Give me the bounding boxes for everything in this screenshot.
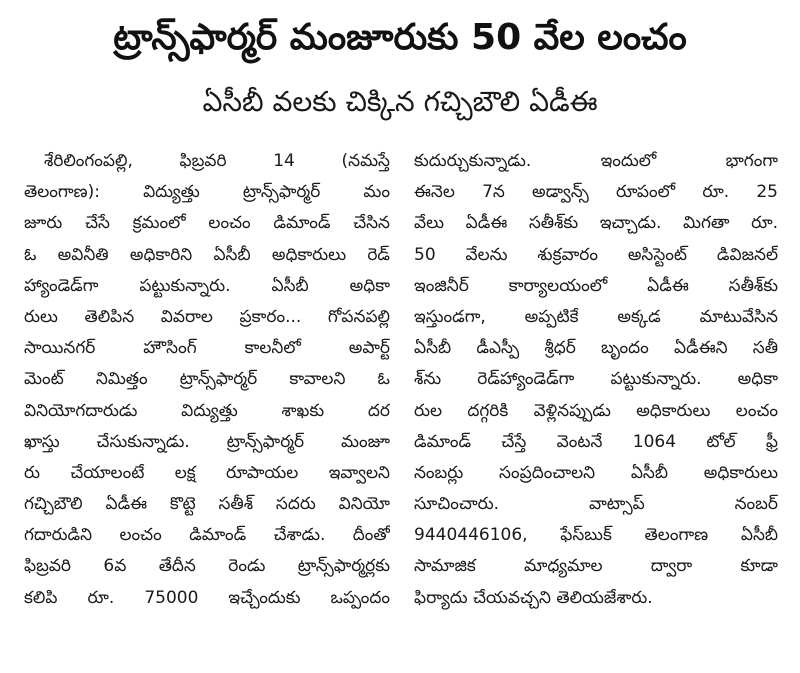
text-line: రుల దగ్గరికి వెళ్లినప్పుడు అధికారులు లంచం: [414, 400, 778, 421]
text-line: రు చేయాలంటే లక్ష రూపాయల ఇవ్వాలని: [24, 462, 390, 483]
text-line: సూచించారు. వాట్సాప్ నంబర్: [414, 494, 778, 515]
text-line: రులు తెలిపిన వివరాల ప్రకారం... గోపనపల్లి: [24, 306, 390, 327]
text-line: జూరు చేసే క్రమంలో లంచం డిమాండ్ చేసిన: [24, 213, 390, 234]
text-line: ఓ అవినీతి అధికారిని ఏసీబీ అధికారులు రెడ్: [24, 244, 390, 265]
text-line: గదారుడిని లంచం డిమాండ్ చేశాడు. దీంతో: [24, 525, 390, 546]
text-line: హ్యాండెడ్‌గా పట్టుకున్నారు. ఏసీబీ అధికా: [24, 275, 390, 296]
text-line: ఈనెల 7న అడ్వాన్స్ రూపంలో రూ. 25: [414, 182, 778, 203]
text-line: మెంట్ నిమిత్తం ట్రాన్స్‌ఫార్మర్ కావాలని ఓ: [24, 369, 390, 390]
text-line: సామాజిక మాధ్యమాల ద్వారా కూడా: [414, 556, 778, 577]
text-line: ఖాస్తు చేసుకున్నాడు. ట్రాన్స్‌ఫార్మర్ మంజూ: [24, 431, 390, 452]
text-line: 9440446106, ఫేస్‌బుక్ తెలంగాణ ఏసీబీ: [414, 525, 778, 546]
left-column: [24, 146, 390, 614]
text-line: 50 వేలను శుక్రవారం అసిస్టెంట్ డివిజనల్: [414, 244, 778, 265]
text-line: ఏసీబీ డీఎస్పీ శ్రీధర్ బృందం ఏడీఈని సతీ: [414, 338, 778, 359]
text-line: శేరిలింగంపల్లి, ఫిబ్రవరి 14 (నమస్తే: [44, 151, 390, 171]
text-line: నంబర్లు సంప్రదించాలని ఏసీబీ అధికారులు: [414, 462, 778, 483]
text-line: శ్‌ను రెడ్‌హ్యాండెడ్‌గా పట్టుకున్నారు. అధికా: [414, 369, 778, 390]
right-column: [414, 146, 778, 614]
text-line: కలిపి రూ. 75000 ఇచ్చేందుకు ఒప్పందం: [24, 587, 390, 608]
text-line: వినియోగదారుడు విద్యుత్తు శాఖకు దర: [24, 400, 390, 421]
text-line: ఇస్తుండగా, అప్పటికే అక్కడ మాటువేసిన: [414, 306, 778, 327]
subheadline: ఏసీబీ వలకు చిక్కిన గచ్చిబౌలి ఏడీఈ: [202, 85, 598, 118]
text-line: ఫిబ్రవరి 6వ తేదీన రెండు ట్రాన్స్‌ఫార్మర్లకు: [24, 556, 390, 577]
text-line: గచ్చిబౌలి ఏడీఈ కొట్టె సతీశ్ సదరు వినియో: [24, 494, 390, 515]
text-line: ఫిర్యాదు చేయవచ్చని తెలియజేశారు.: [414, 587, 653, 608]
headline: ట్రాన్స్‌ఫార్మర్ మంజూరుకు 50 వేల లంచం: [113, 17, 687, 58]
text-line: డిమాండ్ చేస్తే వెంటనే 1064 టోల్ ఫ్రీ: [414, 431, 778, 452]
text-line: వేలు ఏడీఈ సతీశ్‌కు ఇచ్చాడు. మిగతా రూ.: [414, 213, 778, 234]
text-line: తెలంగాణ): విద్యుత్తు ట్రాన్స్‌ఫార్మర్ మం: [24, 182, 390, 203]
text-line: ఇంజినీర్ కార్యాలయంలో ఏడీఈ సతీశ్‌కు: [414, 275, 778, 296]
text-line: సాయినగర్ హౌసింగ్ కాలనీలో అపార్ట్: [24, 338, 390, 359]
text-line: కుదుర్చుకున్నాడు. ఇందులో భాగంగా: [414, 151, 778, 171]
